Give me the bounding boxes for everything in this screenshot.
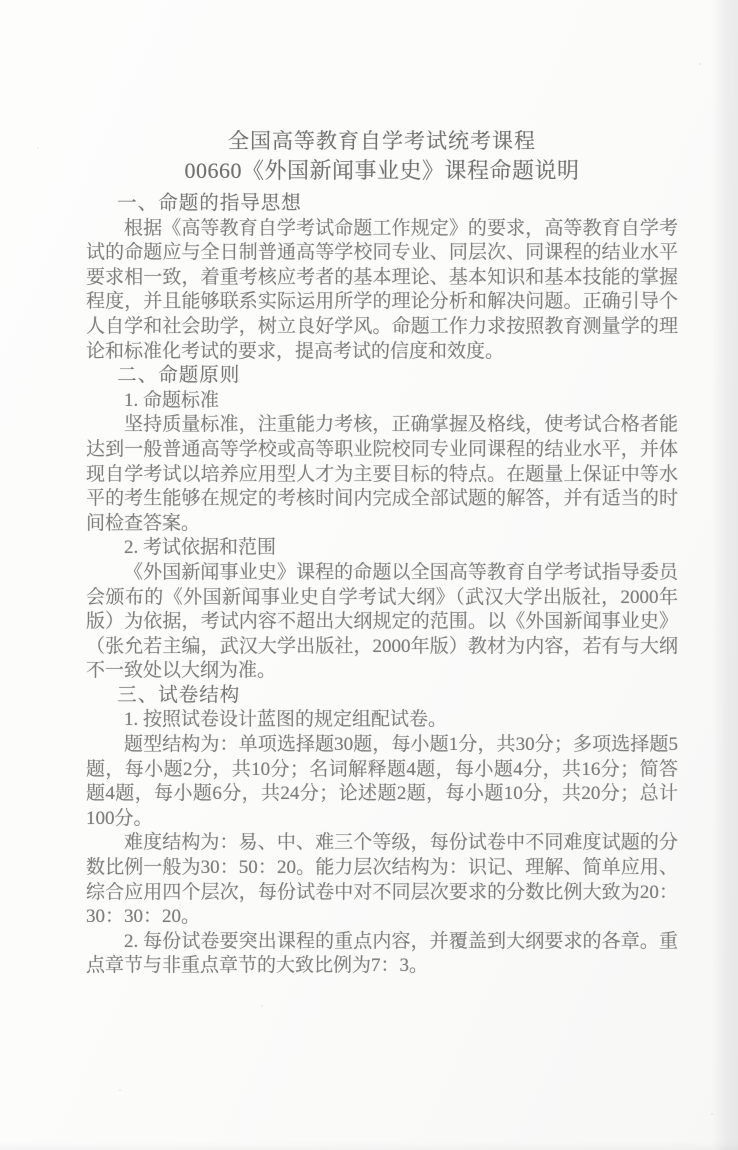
section-heading-2: 二、命题原则 <box>117 365 241 387</box>
paragraph: 难度结构为：易、中、难三个等级，每份试卷中不同难度试题的分数比例一般为30：50：20。能力层次结构为：识记、理解、简单应用、综合应用四个层次，每份试卷中对不同层次要求的分数比例大致为20：30：30：20。 <box>86 832 678 928</box>
paragraph: 2. 每份试卷要突出课程的重点内容，并覆盖到大纲要求的各章。重点章节与非重点章节的大致比例为7：3。 <box>86 930 678 977</box>
document-content <box>86 127 678 979</box>
section-heading-3: 三、试卷结构 <box>117 684 241 706</box>
document-title-line1: 全国高等教育自学考试统考课程 <box>228 129 536 153</box>
section-heading-1: 一、命题的指导思想 <box>117 193 302 214</box>
scan-edge-shadow-bottom <box>0 1142 738 1150</box>
scan-edge-shadow-right <box>712 0 738 1150</box>
paragraph: 《外国新闻事业史》课程的命题以全国高等教育自学考试指导委员会颁布的《外国新闻事业史自学考试大纲》（武汉大学出版社，2000年版）为依据，考试内容不超出大纲规定的范围。以《外国新闻事业史》（张允若主编，武汉大学出版社，2000年版）教材为内容，若有与大纲不一致处以大纲为准。 <box>86 561 678 682</box>
paragraph: 根据《高等教育自学考试命题工作规定》的要求，高等教育自学考试的命题应与全日制普通高等学校同专业、同层次、同课程的结业水平要求相一致，着重考核应考者的基本理论、基本知识和基本技能的掌握程度，并且能够联系实际运用所学的理论分析和解决问题。正确引导个人自学和社会助学，树立良好学风。命题工作力求按照教育测量学的理论和标准化考试的要求，提高考试的信度和效度。 <box>86 217 678 362</box>
subsection-heading: 1. 命题标准 <box>124 389 220 411</box>
subsection-heading: 1. 按照试卷设计蓝图的规定组配试卷。 <box>124 709 448 731</box>
document-title-line2: 00660《外国新闻事业史》课程命题说明 <box>184 158 580 183</box>
subsection-heading: 2. 考试依据和范围 <box>124 537 277 559</box>
paragraph: 坚持质量标准，注重能力考核，正确掌握及格线，使考试合格者能达到一般普通高等学校或高等职业院校同专业同课程的结业水平，并体现自学考试以培养应用型人才为主要目标的特点。在题量上保证中等水平的考生能够在规定的考核时间内完成全部试题的解答，并有适当的时间检查答案。 <box>86 414 678 534</box>
paragraph: 题型结构为：单项选择题30题，每小题1分，共30分；多项选择题5题，每小题2分，共10分；名词解释题4题，每小题4分，共16分；简答题4题，每小题6分，共24分；论述题2题，每小题10分，共20分；总计100分。 <box>86 734 678 829</box>
